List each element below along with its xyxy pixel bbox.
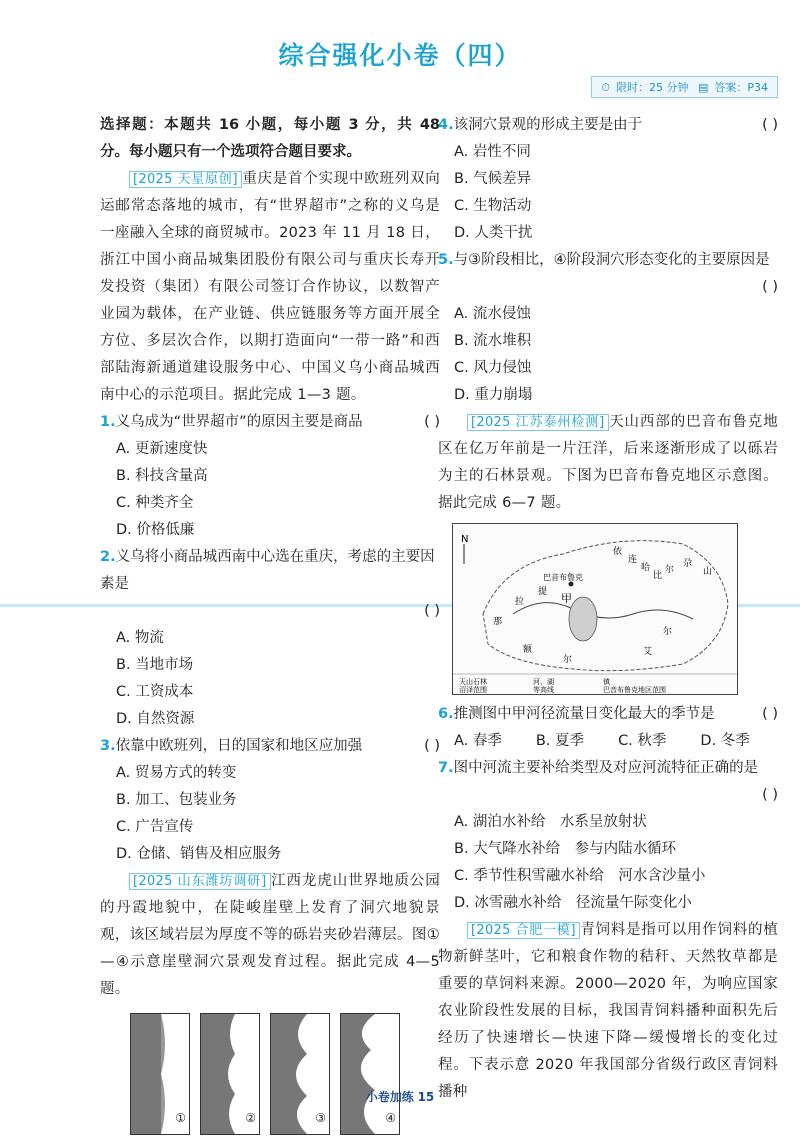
passage-1-text: 重庆是首个实现中欧班列双向运邮常态落地的城市，有“世界超市”之称的义乌是一座融入全球的商贸城市。2023 年 11 月 18 日，浙江中国小商品城集团股份有限公司与重庆长寿开发投资（集团）有限公司签订合作协议，以数智产业园为载体，在产业链、供应链服务等方面开展全方位、多层次合作，以期打造面向“一带一路”和西部陆海新通道建设服务中心、中国义乌小商品城西南中心的示范项目。据此完成 1—3 题。: [100, 171, 440, 403]
q5-num: 5.: [438, 252, 454, 268]
mountain-label: 山: [703, 567, 713, 577]
q7-option: A. 湖泊水补给 水系呈放射状: [454, 814, 647, 830]
q4-option: C. 生物活动: [454, 198, 532, 214]
left-column: [100, 112, 440, 1135]
q7-option: C. 季节性积雪融水补给 河水含沙量小: [454, 868, 706, 884]
q5-option: C. 风力侵蚀: [454, 360, 532, 376]
cave-label-3: ③: [315, 1111, 326, 1125]
q7-num: 7.: [438, 760, 454, 776]
passage-3: [438, 409, 778, 517]
passage-1-tag: [2025 天星原创]: [129, 171, 242, 188]
question-4: [438, 112, 778, 247]
marsh-area: [569, 597, 597, 641]
q5-stem: 与③阶段相比，④阶段洞穴形态变化的主要原因是: [453, 252, 770, 268]
q3-option: C. 广告宣传: [116, 819, 194, 835]
question-1: [100, 409, 440, 544]
mountain-label: 额: [523, 645, 533, 655]
q5-option: D. 重力崩塌: [454, 387, 533, 403]
q2-option: D. 自然资源: [116, 711, 195, 727]
passage-4-tag: [2025 合肥一模]: [467, 922, 580, 939]
mountain-label: 尔: [663, 627, 673, 637]
cave-stage-1: [130, 1013, 190, 1135]
q2-option: A. 物流: [116, 630, 164, 646]
q6-option: A. 春季: [454, 733, 502, 749]
q2-option: B. 当地市场: [116, 657, 194, 673]
q3-option: D. 仓储、销售及相应服务: [116, 846, 282, 862]
clock-icon: ⏱: [601, 81, 610, 94]
q6-stem: 推测图中甲河径流量日变化最大的季节是: [453, 706, 715, 722]
q6-option: B. 夏季: [535, 733, 585, 749]
q4-num: 4.: [438, 117, 454, 133]
legend-item: 等高线: [533, 686, 554, 694]
passage-2-text: 江西龙虎山世界地质公园的丹霞地貌中，在陡峻崖壁上发育了洞穴地貌景观，该区域岩层为厚度不等的砾岩夹砂岩薄层。图①—④示意崖壁洞穴景观发育过程。据此完成 4—5 题。: [100, 873, 440, 997]
mountain-label: 依: [613, 547, 623, 557]
q6-option: C. 秋季: [618, 733, 667, 749]
cave-label-4: ④: [385, 1111, 396, 1125]
q7-option: B. 大气降水补给 参与内陆水循环: [454, 841, 677, 857]
q2-num: 2.: [100, 549, 116, 565]
q1-option: D. 价格低廉: [116, 522, 195, 538]
q7-option: D. 冰雪融水补给 径流量午际变化小: [454, 895, 692, 911]
q5-option: A. 流水侵蚀: [454, 306, 531, 322]
q1-stem: 义乌成为“世界超市”的原因主要是商品: [115, 414, 363, 430]
mountain-label: 艾: [643, 647, 653, 657]
right-column: [438, 112, 778, 1106]
passage-2: [100, 868, 440, 1003]
q6-option: D. 冬季: [700, 733, 750, 749]
q1-option: C. 种类齐全: [116, 495, 194, 511]
town-marker: [569, 582, 574, 587]
q2-paren: ( ): [424, 603, 440, 619]
mountain-label: 比: [653, 571, 663, 581]
question-7: [438, 755, 778, 917]
page-title: 综合强化小卷（四）: [278, 41, 522, 70]
q3-option: A. 贸易方式的转变: [116, 765, 237, 781]
legend-item: 河、湖: [533, 678, 554, 686]
footer-page-number: 15: [417, 1090, 435, 1104]
mountain-label: 提: [538, 587, 548, 597]
q3-paren: ( ): [424, 738, 440, 754]
q3-stem: 依靠中欧班列，日的国家和地区应加强: [115, 738, 363, 754]
cave-diagram: [130, 1013, 400, 1135]
q1-option: A. 更新速度快: [116, 441, 208, 457]
passage-4: [438, 917, 778, 1106]
river-jia-label: 甲: [561, 592, 572, 605]
cave-stage-4: [340, 1013, 400, 1135]
time-limit: 限时：25 分钟: [615, 81, 689, 94]
mountain-label: 尔: [563, 655, 573, 665]
town-label: 巴音布鲁克: [543, 573, 583, 582]
passage-4-text: 青饲料是指可以用作饲料的植物新鲜茎叶，它和粮食作物的秸秆、天然牧草都是重要的草饲料来源。2000—2020 年，为响应国家农业阶段性发展的目标，我国青饲料播种面积先后经历了快速增长—快速下降—缓慢增长的变化过程。下表示意 2020 年我国部分省级行政区青饲料播种: [438, 922, 778, 1100]
q5-paren: ( ): [762, 279, 778, 295]
q2-stem: 义乌将小商品城西南中心选在重庆，考虑的主要因素是: [100, 549, 435, 592]
mountain-label: 连: [628, 555, 638, 565]
mountain-label: 哈: [641, 563, 651, 573]
passage-2-tag: [2025 山东潍坊调研]: [129, 873, 271, 890]
passage-3-text: 天山西部的巴音布鲁克地区在亿万年前是一片汪洋，后来逐渐形成了以砾岩为主的石林景观。下图为巴音布鲁克地区示意图。据此完成 6—7 题。: [438, 414, 778, 511]
mountain-label: 尔: [665, 565, 675, 575]
question-3: [100, 733, 440, 868]
q4-option: D. 人类干扰: [454, 225, 533, 241]
q7-paren: ( ): [762, 787, 778, 803]
q1-num: 1.: [100, 414, 116, 430]
legend-item: 镇: [603, 678, 610, 686]
q1-paren: ( ): [424, 414, 440, 430]
q7-stem: 图中河流主要补给类型及对应河流特征正确的是: [453, 760, 759, 776]
question-2: [100, 544, 440, 733]
q5-option: B. 流水堆积: [454, 333, 532, 349]
page-footer: [0, 1088, 800, 1105]
mountain-label: 尕: [683, 559, 693, 569]
mountain-label: 那: [493, 617, 503, 627]
footer-brand: 小卷加练: [365, 1090, 414, 1104]
river-line: [513, 603, 693, 619]
q4-paren: ( ): [762, 117, 778, 133]
q1-option: B. 科技含量高: [116, 468, 208, 484]
q6-paren: ( ): [762, 706, 778, 722]
mountain-label: 拉: [515, 597, 525, 607]
section-intro: 选择题：本题共 16 小题，每小题 3 分，共 48 分。每小题只有一个选项符合题目要求。: [100, 117, 440, 160]
cave-label-2: ②: [245, 1111, 256, 1125]
q4-option: B. 气候差异: [454, 171, 532, 187]
passage-1: [100, 166, 440, 409]
q3-num: 3.: [100, 738, 116, 754]
time-answer-box: [591, 76, 778, 98]
legend-item: 沼泽范围: [459, 686, 487, 694]
question-6: [438, 701, 778, 755]
map-north-arrow: N: [461, 534, 469, 545]
cave-label-1: ①: [175, 1111, 186, 1125]
legend-item: 天山石林: [459, 678, 487, 686]
question-5: [438, 247, 778, 409]
answer-icon: ▤: [697, 81, 709, 94]
legend-item: 巴音布鲁克地区范围: [603, 686, 666, 694]
q4-option: A. 岩性不同: [454, 144, 531, 160]
bayanbulak-map: [452, 523, 738, 695]
q4-stem: 该洞穴景观的形成主要是由于: [453, 117, 643, 133]
answer-page: 答案：P34: [714, 81, 768, 94]
q6-num: 6.: [438, 706, 454, 722]
q2-option: C. 工资成本: [116, 684, 194, 700]
map-drawing: [453, 524, 737, 694]
passage-3-tag: [2025 江苏泰州检测]: [467, 414, 609, 431]
q3-option: B. 加工、包装业务: [116, 792, 237, 808]
cave-stage-3: [270, 1013, 330, 1135]
cave-stage-2: [200, 1013, 260, 1135]
